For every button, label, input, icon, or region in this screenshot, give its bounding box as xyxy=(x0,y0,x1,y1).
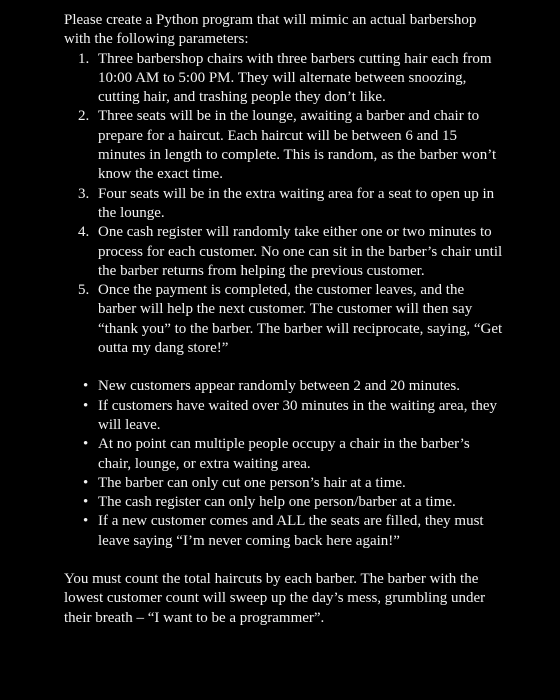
item-text: Once the payment is completed, the customer leaves, and the barber will help the next customer. The customer will then say “thank you” to the barber. The barber will reciprocate, saying, “Get outta my dang store!” xyxy=(98,282,503,357)
item-number: 1. xyxy=(78,50,90,67)
rules-list xyxy=(64,377,504,551)
intro-paragraph: Please create a Python program that will mimic an actual barbershop with the following parameters: xyxy=(64,12,477,48)
rule-item xyxy=(64,377,504,396)
rule-text: The cash register can only help one person/barber at a time. xyxy=(98,494,456,511)
item-text: Three seats will be in the lounge, awaiting a barber and chair to prepare for a haircut. Each haircut will be between 6 and 15 minutes in length to complete. This is random, as the barber won’t know the exact time. xyxy=(98,108,497,183)
requirement-item xyxy=(64,223,504,281)
requirement-item xyxy=(64,185,504,224)
document-body xyxy=(64,11,504,628)
bullet-icon: • xyxy=(83,397,89,414)
item-number: 2. xyxy=(78,108,90,125)
rule-item xyxy=(64,493,504,512)
requirement-item xyxy=(64,281,504,358)
rule-text: If customers have waited over 30 minutes in the waiting area, they will leave. xyxy=(98,397,498,433)
bullet-icon: • xyxy=(83,436,89,453)
requirement-item xyxy=(64,50,504,108)
item-number: 5. xyxy=(78,282,90,299)
closing-paragraph: You must count the total haircuts by each barber. The barber with the lowest customer count will sweep up the day’s mess, grumbling under their breath – “I want to be a programmer”. xyxy=(64,571,486,626)
rule-text: At no point can multiple people occupy a chair in the barber’s chair, lounge, or extra waiting area. xyxy=(98,436,470,472)
item-text: Four seats will be in the extra waiting area for a seat to open up in the lounge. xyxy=(98,185,495,221)
rule-text: If a new customer comes and ALL the seats are filled, they must leave saying “I’m never coming back here again!” xyxy=(98,513,484,549)
item-text: One cash register will randomly take either one or two minutes to process for each customer. No one can sit in the barber’s chair until the barber returns from helping the previous customer. xyxy=(98,224,503,279)
item-number: 4. xyxy=(78,224,90,241)
bullet-icon: • xyxy=(83,513,89,530)
requirements-list xyxy=(64,50,504,359)
rule-item xyxy=(64,435,504,474)
item-text: Three barbershop chairs with three barbers cutting hair each from 10:00 AM to 5:00 PM. They will alternate between snoozing, cutting hair, and trashing people they don’t like. xyxy=(98,50,492,106)
bullet-icon: • xyxy=(83,474,89,491)
rule-item xyxy=(64,474,504,493)
rule-item xyxy=(64,397,504,436)
requirement-item xyxy=(64,107,504,184)
item-number: 3. xyxy=(78,185,90,202)
bullet-icon: • xyxy=(83,494,89,511)
bullet-icon: • xyxy=(83,378,89,395)
rule-text: The barber can only cut one person’s hair at a time. xyxy=(98,474,406,491)
rule-item xyxy=(64,512,504,551)
rule-text: New customers appear randomly between 2 and 20 minutes. xyxy=(98,378,460,395)
